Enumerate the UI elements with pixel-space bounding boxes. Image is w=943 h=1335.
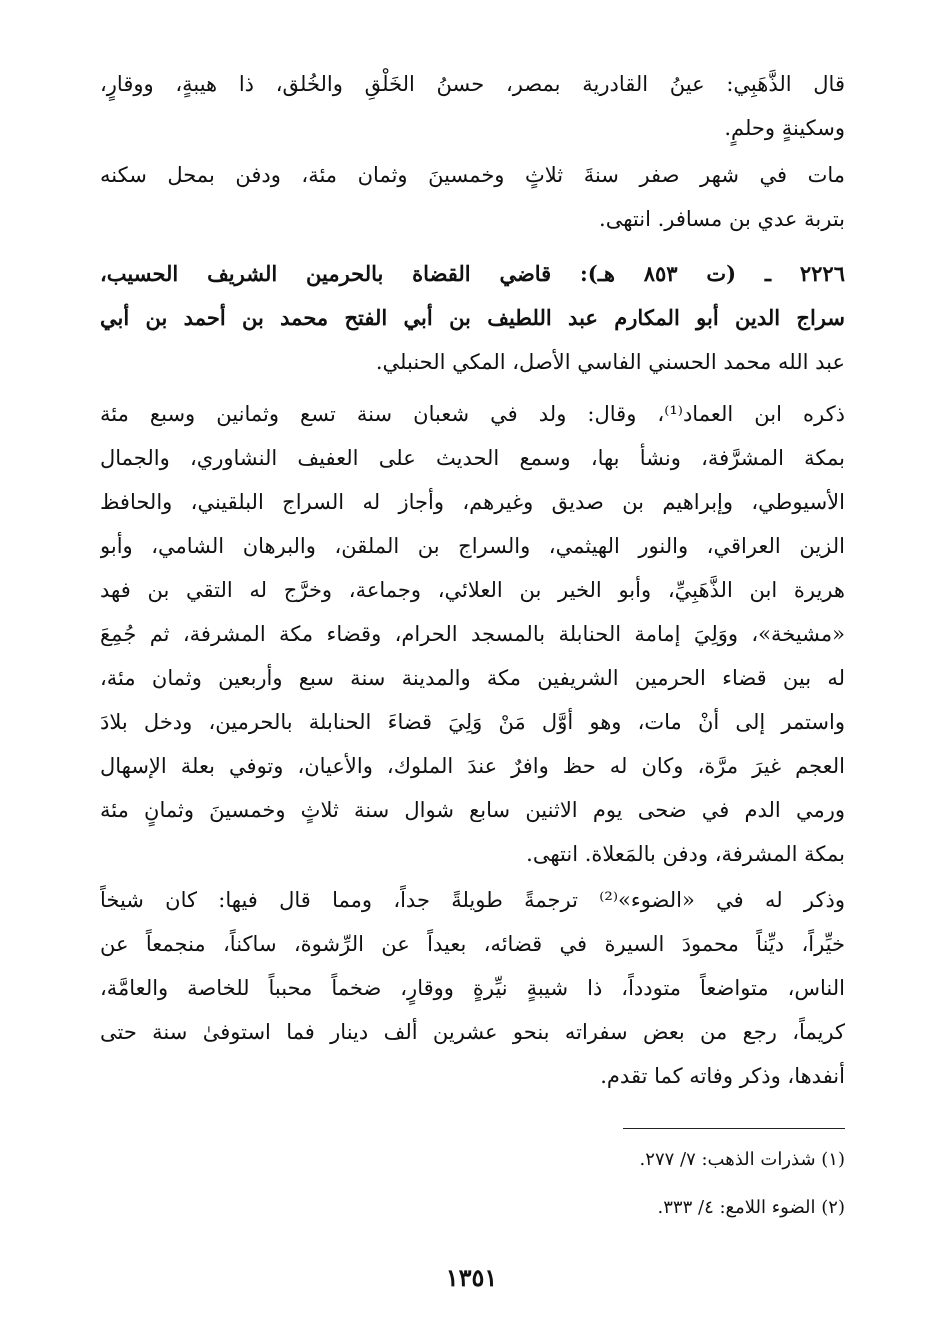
paragraph-death-note	[100, 153, 845, 241]
text-line: عبد الله محمد الحسني الفاسي الأصل، المكي الحنبلي.	[375, 350, 845, 374]
paragraph-dhahabi-quote	[100, 62, 845, 150]
paragraph-ibn-imad	[100, 392, 845, 876]
text-line: بمكة المشرفة، ودفن بالمَعلاة. انتهى.	[526, 842, 845, 866]
text-line: وسكينةٍ وحلمٍ.	[724, 116, 845, 140]
text-line: الزين العراقي، والنور الهيثمي، والسراج بن الملقن، والبرهان الشامي، وأبو	[100, 534, 845, 558]
text-line: «مشيخة»، ووَلِيَ إمامة الحنابلة بالمسجد الحرام، وقضاء مكة المشرفة، ثم جُمِعَ	[100, 622, 845, 646]
text-line: قال الذَّهَبِي: عينُ القادرية بمصر، حسنُ الخَلْقِ والخُلق، ذا هيبةٍ، ووقارٍ،	[100, 72, 845, 96]
entry-heading	[100, 252, 845, 384]
text-line: واستمر إلى أنْ مات، وهو أوَّل مَنْ وَلِيَ قضاءَ الحنابلة بالحرمين، ودخل بلادَ	[100, 710, 845, 734]
entry-title-line: سراج الدين أبو المكارم عبد اللطيف بن أبي الفتح محمد بن أحمد بن أبي	[100, 305, 845, 330]
footnote-separator	[623, 1128, 845, 1129]
text-line: كريماً، رجع من بعض سفراته بنحو عشرين ألف دينار فما استوفىٰ سنة حتى	[100, 1020, 845, 1044]
text-line: وذكر له في «الضوء»⁽²⁾ ترجمةً طويلةً جداً، ومما قال فيها: كان شيخاً	[100, 888, 845, 912]
paragraph-daw-citation	[100, 878, 845, 1098]
text-line: العجم غيرَ مرَّة، وكان له حظ وافرٌ عندَ الملوك، والأعيان، وتوفي بعلة الإسهال	[100, 754, 845, 778]
text-line: بتربة عدي بن مسافر. انتهى.	[599, 207, 845, 231]
text-line: بمكة المشرَّفة، ونشأ بها، وسمع الحديث على العفيف النشاوري، والجمال	[100, 446, 845, 470]
text-line: الأسيوطي، وإبراهيم بن صديق وغيرهم، وأجاز له السراج البلقيني، والحافظ	[100, 490, 845, 514]
footnote-2: (٢) الضوء اللامع: ٤/ ٣٣٣.	[657, 1197, 845, 1218]
text-line: هريرة ابن الذَّهَبِيِّ، وأبو الخير بن العلائي، وجماعة، وخرَّج له التقي بن فهد	[100, 578, 845, 602]
text-line: الناس، متواضعاً متودداً، ذا شيبةٍ نيِّرةٍ ووقارٍ، ضخماً محبباً للخاصة والعامَّة،	[100, 976, 845, 1000]
text-line: له بين قضاء الحرمين الشريفين مكة والمدينة سنة سبع وأربعين وثمان مئة،	[100, 666, 845, 690]
entry-title-line: ٢٢٢٦ ـ (ت ٨٥٣ هـ): قاضي القضاة بالحرمين الشريف الحسيب،	[100, 261, 845, 286]
footnote-1: (١) شذرات الذهب: ٧/ ٢٧٧.	[639, 1149, 845, 1170]
text-line: ذكره ابن العماد⁽¹⁾، وقال: ولد في شعبان سنة تسع وثمانين وسبع مئة	[100, 402, 845, 426]
text-line: أنفدها، وذكر وفاته كما تقدم.	[600, 1064, 845, 1088]
text-line: مات في شهر صفر سنةَ ثلاثٍ وخمسينَ وثمان مئة، ودفن بمحل سكنه	[100, 163, 845, 187]
text-line: ورمي الدم في ضحى يوم الاثنين سابع شوال سنة ثلاثٍ وخمسينَ وثمانٍ مئة	[100, 798, 845, 822]
text-line: خيِّراً، ديِّناً محمودَ السيرة في قضائه، بعيداً عن الرِّشوة، ساكناً، منجمعاً عن	[100, 932, 845, 956]
page-number: ١٣٥١	[445, 1263, 498, 1292]
